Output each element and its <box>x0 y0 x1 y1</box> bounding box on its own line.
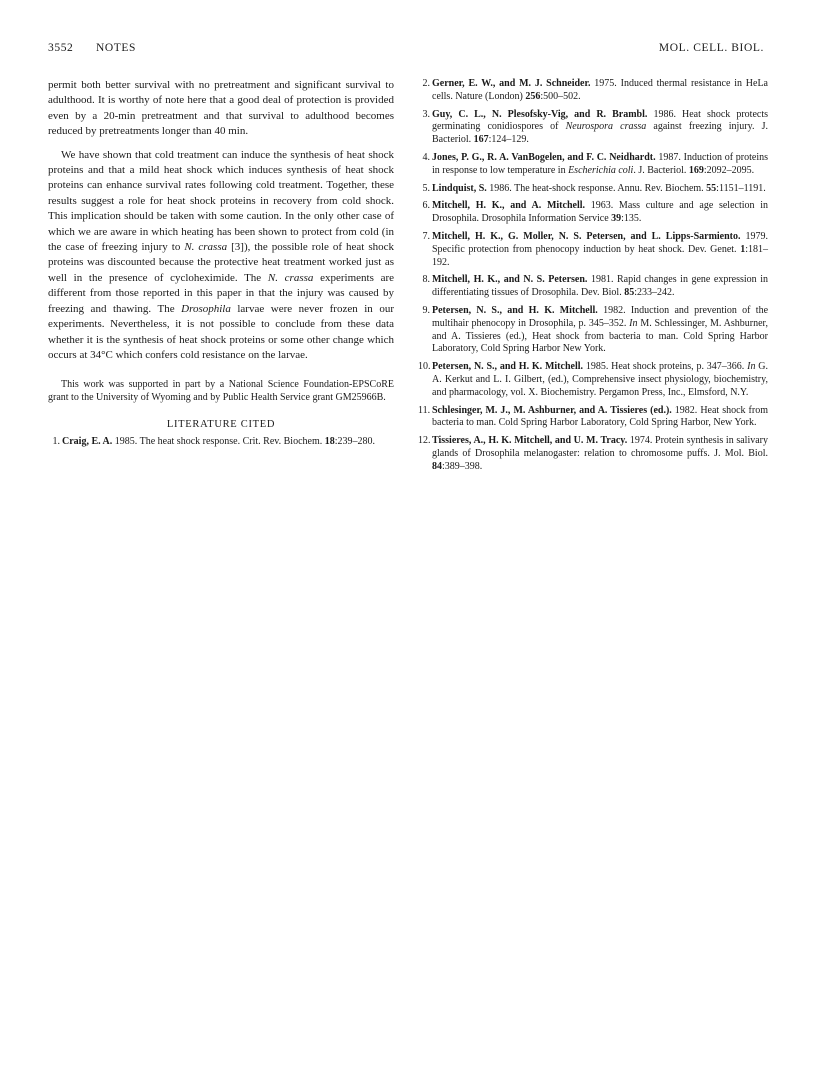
ref-authors: Mitchell, H. K., and N. S. Petersen. <box>432 274 588 286</box>
ref-number: 8. <box>422 274 430 286</box>
ref-authors: Guy, C. L., N. Plesofsky-Vig, and R. Brambl. <box>432 108 648 120</box>
ref-authors: Mitchell, H. K., and A. Mitchell. <box>432 200 585 212</box>
ref-italic: Neurospora crassa <box>565 121 647 133</box>
ref-authors: Petersen, N. S., and H. K. Mitchell. <box>432 361 584 373</box>
reference-4 <box>418 152 768 178</box>
reference-1 <box>48 436 394 449</box>
ref-italic: In <box>747 361 756 373</box>
reference-12 <box>418 435 768 473</box>
reference-7 <box>418 231 768 269</box>
ref-authors: Craig, E. A. <box>62 435 113 447</box>
para2-text-1: We have shown that cold treatment can induce the synthesis of heat shock proteins and that a mild heat shock which induces synthesis of heat shock proteins can enhance survival rates following cold treatment. Together, these results suggest a role for heat shock proteins in recovery from cold shock. This implication should be taken with some caution. In the only other case of which we are aware in which heating has been shown to protect from cold (in the case of freezing injury to <box>48 148 394 254</box>
ref-number: 3. <box>422 108 430 120</box>
page-number: 3552 <box>48 42 74 54</box>
para2-text-4: larvae were never frozen in our experiments. Nevertheless, it is not possible to conclude from these data whether it is the synthesis of heat shock proteins or some other change which occurs at 34°C which confers cold resistance on the larvae. <box>48 302 394 361</box>
ref-pages: :181–192. <box>432 243 768 268</box>
ref-volume: 84 <box>432 460 442 472</box>
reference-3 <box>418 109 768 147</box>
ref-text: 1981. Rapid changes in gene expression in differentiating tissues of Drosophila. Dev. Biol. <box>432 274 768 299</box>
ref-pages: :135. <box>621 213 642 225</box>
para2-text-3: experiments are different from those reported in this paper in that the injury was caused by freezing and thawing. The <box>48 271 394 315</box>
ref-volume: 167 <box>473 134 489 146</box>
ref-volume: 18 <box>324 435 335 447</box>
ref-volume: 169 <box>688 164 704 176</box>
ref-pages: :2092–2095. <box>703 164 755 176</box>
ref-number: 5. <box>422 182 430 194</box>
reference-5 <box>418 183 768 196</box>
ref-pages: :389–398. <box>442 460 483 472</box>
ref-text: 1974. Protein synthesis in salivary glands of Drosophila melanogaster: relation to chromosome puffs. J. Mol. Biol. <box>432 435 768 459</box>
ref-volume: 256 <box>525 90 541 102</box>
ref-text: 1963. Mass culture and age selection in Drosophila. Drosophila Information Service <box>432 200 768 225</box>
body-paragraph-1: permit both better survival with no pretreatment and significant survival to adulthood. It is worthy of note here that a good deal of protection is provided even by a 20-min pretreatment and that survival to adulthood becomes reduced by pretreatments longer than 40 min. <box>48 79 394 138</box>
ref-text: 1987. Induction of proteins in response to low temperature in <box>432 151 769 176</box>
reference-10 <box>418 361 768 399</box>
ref-text-2: G. A. Kerkut and L. I. Gilbert, (ed.), Comprehensive insect physiology, biochemistry, and pharmacology, vol. X. Biochemistry. Pergamon Press, Inc., Elmsford, N.Y. <box>432 361 768 398</box>
para2-text-2: [3]), the possible role of heat shock proteins was discounted because the protective heat treatment worked just as well in the presence of cycloheximide. The <box>48 241 395 284</box>
ref-authors: Tissieres, A., H. K. Mitchell, and U. M. Tracy. <box>432 435 628 447</box>
acknowledgment: This work was supported in part by a National Science Foundation-EPSCoRE grant to the University of Wyoming and by Public Health Service grant GM25966B. <box>48 379 394 404</box>
ref-number: 10. <box>418 361 431 373</box>
ref-volume: 1 <box>740 243 746 255</box>
ref-pages: :1151–1191. <box>716 182 766 194</box>
ref-volume: 39 <box>611 213 622 225</box>
ref-authors: Jones, P. G., R. A. VanBogelen, and F. C. Neidhardt. <box>432 151 656 163</box>
ref-italic: In <box>629 317 638 329</box>
ref-number: 12. <box>418 435 431 447</box>
ref-text: 1986. Heat shock protects germinating conidiospores of <box>432 108 769 133</box>
right-column <box>418 78 768 479</box>
ref-authors: Gerner, E. W., and M. J. Schneider. <box>432 78 591 89</box>
ref-number: 2. <box>422 78 430 89</box>
ref-text: 1979. Specific protection from phenocopy induction by heat shock. Dev. Genet. <box>432 230 768 255</box>
reference-list-right <box>418 78 768 474</box>
ref-pages: :500–502. <box>540 90 581 102</box>
ref-number: 7. <box>422 230 430 242</box>
reference-6 <box>418 200 768 226</box>
ref-italic: Escherichia coli <box>568 164 634 176</box>
ref-pages: :124–129. <box>488 134 529 146</box>
para2-italic-3: Drosophila <box>181 302 231 315</box>
ref-authors: Mitchell, H. K., G. Moller, N. S. Petersen, and L. Lipps-Sarmiento. <box>432 230 741 242</box>
ref-text: 1985. Heat shock proteins, p. 347–366. <box>583 361 748 373</box>
ref-number: 6. <box>422 200 430 212</box>
journal-name: MOL. CELL. BIOL. <box>658 42 764 54</box>
ref-text-2: M. Schlessinger, M. Ashburner, and A. Tissieres (ed.), Heat shock from bacteria to man. Cold Spring Harbor Laboratory, Cold Spring Harbor New York. <box>432 317 768 355</box>
reference-11 <box>418 405 768 431</box>
ref-authors: Petersen, N. S., and H. K. Mitchell. <box>432 304 598 316</box>
para2-italic-1: N. crassa <box>184 241 228 254</box>
ref-text: 1985. The heat shock response. Crit. Rev. Biochem. <box>112 435 325 447</box>
reference-2 <box>418 78 768 104</box>
ref-volume: 55 <box>706 182 717 194</box>
ref-authors: Lindquist, S. <box>432 182 487 194</box>
ref-number: 4. <box>422 151 430 163</box>
ref-text: 1982. Induction and prevention of the multihair phenocopy in Drosophila, p. 345–352. <box>432 304 769 329</box>
ref-text-2: against freezing injury. J. Bacteriol. <box>432 121 768 146</box>
ref-text-2: . J. Bacteriol. <box>633 164 689 176</box>
reference-8 <box>418 274 768 300</box>
ref-text: 1982. Heat shock from bacteria to man. Cold Spring Harbor Laboratory, Cold Spring Harbor, New York. <box>432 404 768 429</box>
ref-text: 1975. Induced thermal resistance in HeLa cells. Nature (London) <box>432 78 768 102</box>
ref-number: 11. <box>418 404 431 416</box>
ref-number: 1. <box>52 435 60 447</box>
reference-9 <box>418 305 768 356</box>
para2-italic-2: N. crassa <box>267 271 314 284</box>
section-label: NOTES <box>96 42 137 54</box>
ref-text: 1986. The heat-shock response. Annu. Rev. Biochem. <box>486 182 707 194</box>
reference-list-left <box>48 436 394 449</box>
literature-cited-heading: LITERATURE CITED <box>166 419 276 431</box>
body-paragraph-2 <box>48 148 394 364</box>
left-column <box>48 78 394 454</box>
ref-volume: 85 <box>624 287 635 299</box>
ref-pages: :239–280. <box>334 435 376 447</box>
ref-number: 9. <box>422 304 430 316</box>
ref-pages: :233–242. <box>634 287 675 299</box>
ref-authors: Schlesinger, M. J., M. Ashburner, and A. Tissieres (ed.). <box>432 404 672 416</box>
